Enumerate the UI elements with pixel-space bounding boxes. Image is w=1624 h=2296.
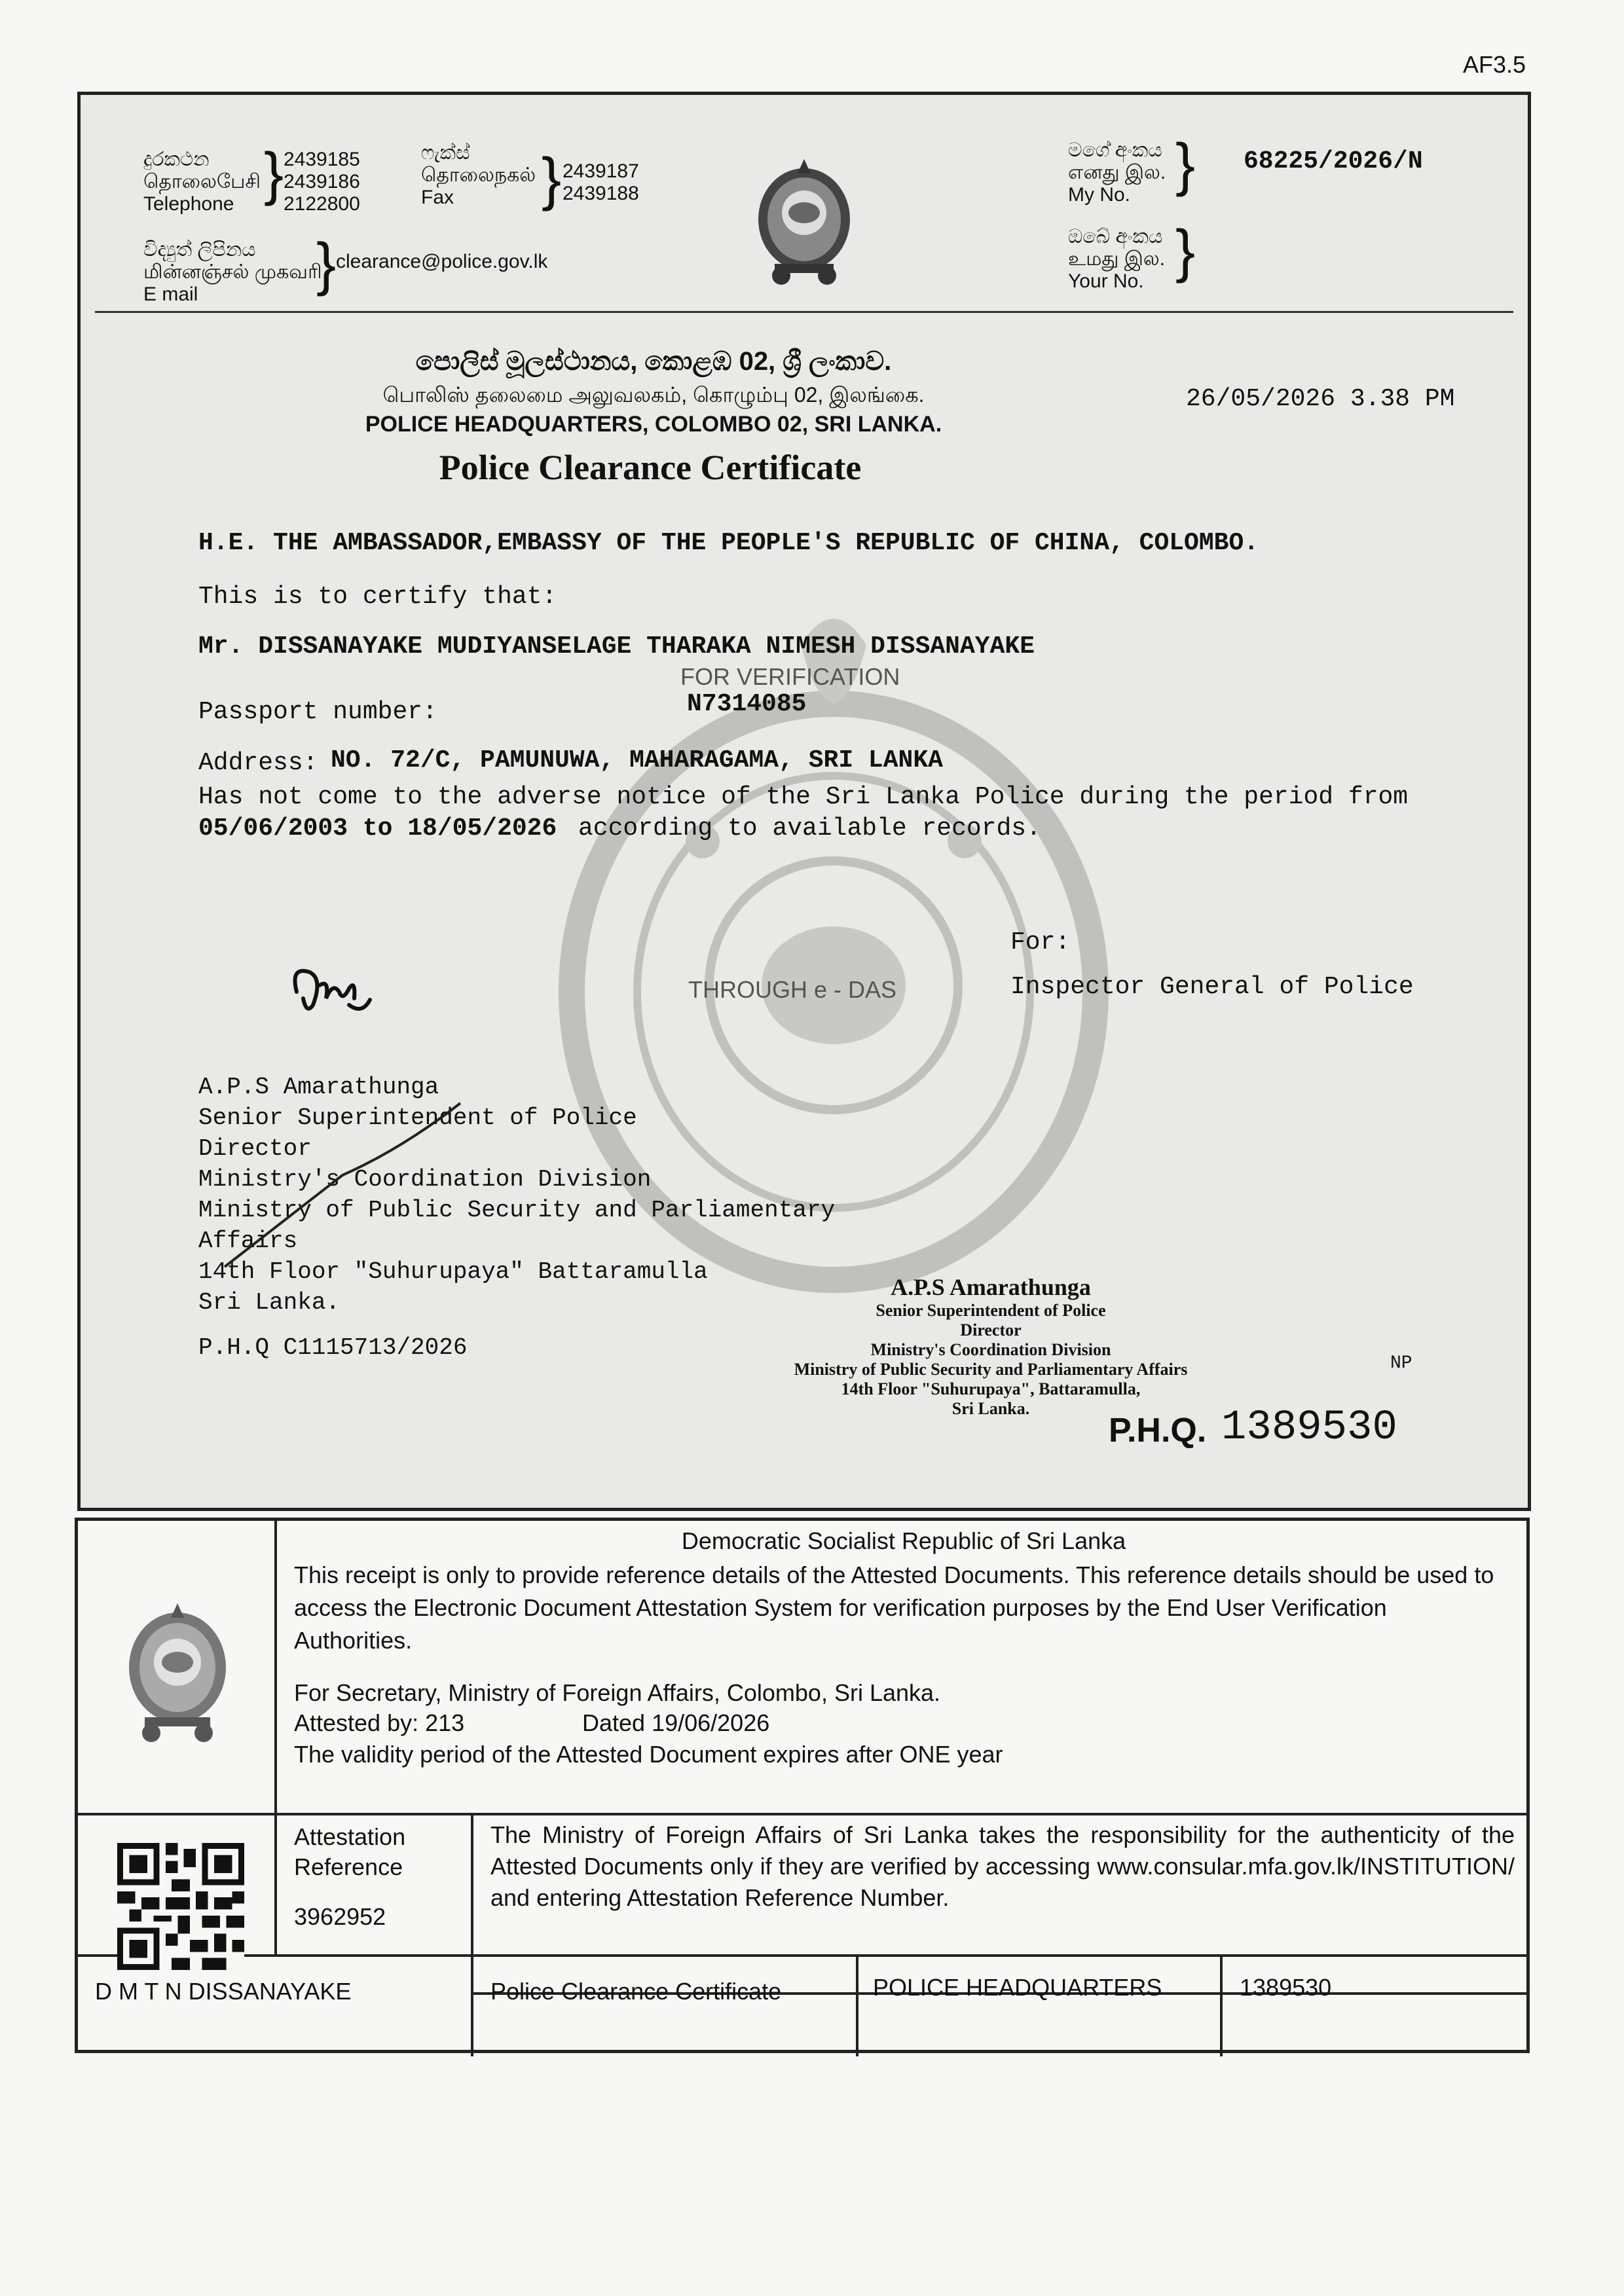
address-label: Address: <box>198 749 318 777</box>
issue-datetime: 26/05/2026 3.38 PM <box>1186 385 1455 413</box>
addressee: H.E. THE AMBASSADOR,EMBASSY OF THE PEOPLE'S REPUBLIC OF CHINA, COLOMBO. <box>198 529 1259 557</box>
table-divider <box>856 1954 858 2056</box>
certificate-title: Police Clearance Certificate <box>439 448 862 487</box>
stamp-line: Ministry of Public Security and Parliamentary Affairs <box>794 1360 1188 1379</box>
telephone-label-en: Telephone <box>143 193 234 215</box>
stamp-line: Director <box>960 1321 1022 1339</box>
fax-numbers <box>563 160 639 205</box>
fax-label-ta: தொலைநகல் <box>421 164 536 186</box>
country-name: Democratic Socialist Republic of Sri Lanka <box>681 1527 1126 1554</box>
signatory-line: Ministry's Coordination Division <box>198 1166 652 1193</box>
office-line-en: POLICE HEADQUARTERS, COLOMBO 02, SRI LANKA. <box>365 412 942 437</box>
fax-number: 2439187 <box>563 160 639 182</box>
fax-number: 2439188 <box>563 183 639 204</box>
stamp-line: 14th Floor "Suhurupaya", Battaramulla, <box>841 1379 1141 1398</box>
police-clearance-certificate <box>77 92 1531 1511</box>
fax-labels <box>421 142 536 209</box>
email-labels <box>143 239 322 306</box>
inspector-general: Inspector General of Police <box>1010 973 1414 1001</box>
footer-issuer: POLICE HEADQUARTERS <box>873 1974 1162 2001</box>
telephone-number: 2439186 <box>284 171 360 192</box>
signature-pen-stroke <box>172 1097 539 1319</box>
sri-lanka-emblem-icon <box>119 1589 236 1746</box>
brace: } <box>264 141 284 207</box>
my-no-label-en: My No. <box>1068 184 1131 206</box>
footer-holder-name: D M T N DISSANAYAKE <box>95 1978 352 2005</box>
notice-line-1: Has not come to the adverse notice of the Sri Lanka Police during the period from <box>198 783 1409 811</box>
document-code: AF3.5 <box>1462 51 1526 78</box>
footer-document-type: Police Clearance Certificate <box>490 1978 782 2005</box>
responsibility-statement: The Ministry of Foreign Affairs of Sri Lanka takes the responsibility for the authenticity of the Attested Documents only if they are verified by accessing www.consular.mfa.gov.lk/INSTITUTION/ and entering Attestation Reference Number. <box>490 1821 1515 1911</box>
email-address: clearance@police.gov.lk <box>336 251 548 272</box>
my-no-value: 68225/2026/N <box>1244 147 1423 175</box>
my-no-label-ta: எனது இல. <box>1068 162 1166 183</box>
footer-phq-number: 1389530 <box>1240 1974 1332 2001</box>
signatory-line: Director <box>198 1135 312 1162</box>
telephone-numbers <box>284 149 360 215</box>
stamp-name: A.P.S Amarathunga <box>891 1274 1091 1300</box>
attestation-receipt <box>75 1518 1530 2053</box>
signatory-line: 14th Floor "Suhurupaya" Battaramulla <box>198 1258 708 1285</box>
office-line-ta: பொலிஸ் தலைமை அலுவலகம், கொழும்பு 02, இலங்கை. <box>382 383 925 407</box>
attested-date: Dated 19/06/2026 <box>582 1709 770 1736</box>
header-divider <box>95 311 1513 313</box>
for-label: For: <box>1010 928 1071 957</box>
for-secretary: For Secretary, Ministry of Foreign Affairs, Colombo, Sri Lanka. <box>294 1679 941 1706</box>
telephone-number: 2122800 <box>284 193 360 215</box>
your-no-labels <box>1068 226 1165 293</box>
attestation-label-line: Attestation <box>294 1823 406 1850</box>
fax-label-si: ෆැක්ස් <box>421 142 470 164</box>
phq-number: 1389530 <box>1221 1404 1397 1451</box>
email-label-ta: மின்னஞ்சல் முகவரி <box>143 261 322 283</box>
applicant-name: Mr. DISSANAYAKE MUDIYANSELAGE THARAKA NIMESH DISSANAYAKE <box>198 632 1035 661</box>
table-divider <box>471 1813 473 2056</box>
handwritten-signature <box>284 953 375 1025</box>
brace: } <box>1175 219 1196 284</box>
brace: } <box>542 147 562 212</box>
address-value: NO. 72/C, PAMUNUWA, MAHARAGAMA, SRI LANKA <box>331 746 943 774</box>
my-no-label-si: මගේ අංකය <box>1068 139 1162 161</box>
my-no-labels <box>1068 139 1166 206</box>
official-stamp <box>788 1273 1194 1419</box>
signatory-line: Senior Superintendent of Police <box>198 1104 637 1131</box>
attestation-reference-number: 3962952 <box>294 1903 386 1930</box>
attested-by: Attested by: 213 <box>294 1709 465 1736</box>
signatory-line: Sri Lanka. <box>198 1289 341 1316</box>
np-mark: NP <box>1390 1353 1412 1374</box>
table-divider <box>78 1813 1526 1815</box>
qr-code[interactable] <box>117 1843 244 1970</box>
notice-dates: 05/06/2003 to 18/05/2026 <box>198 814 557 843</box>
certify-line: This is to certify that: <box>198 583 557 611</box>
attestation-label <box>294 1822 405 1882</box>
for-verification-stamp: FOR VERIFICATION <box>680 663 900 690</box>
signatory-line: Ministry of Public Security and Parliamentary <box>198 1197 836 1224</box>
signatory-line: Affairs <box>198 1228 298 1254</box>
passport-number: N7314085 <box>687 690 807 718</box>
fax-label-en: Fax <box>421 187 454 208</box>
receipt-paragraph: This receipt is only to provide reference details of the Attested Documents. This reference details should be used to access the Electronic Document Attestation System for verification purposes by the End User Verification Authorities. <box>294 1561 1494 1654</box>
your-no-label-en: Your No. <box>1068 270 1144 292</box>
your-no-label-si: ඔබේ අංකය <box>1068 226 1163 247</box>
validity-note: The validity period of the Attested Document expires after ONE year <box>294 1741 1003 1768</box>
table-divider <box>274 1521 277 1954</box>
telephone-label-ta: தொலைபேசி <box>143 171 261 192</box>
attestation-label-line: Reference <box>294 1853 403 1880</box>
email-label-en: E mail <box>143 283 198 305</box>
telephone-number: 2439185 <box>284 149 360 170</box>
email-label-si: විද්‍යුත් ලිපිනය <box>143 239 256 261</box>
phq-reference: P.H.Q C1115713/2026 <box>198 1334 468 1361</box>
telephone-labels <box>143 149 261 215</box>
your-no-label-ta: உமது இல. <box>1068 248 1166 270</box>
phq-label: P.H.Q. <box>1109 1412 1207 1449</box>
table-divider <box>78 1954 1526 1957</box>
brace: } <box>1175 132 1196 198</box>
stamp-line: Sri Lanka. <box>951 1399 1030 1418</box>
sri-lanka-emblem-icon <box>748 147 860 291</box>
passport-label: Passport number: <box>198 698 437 726</box>
stamp-line: Senior Superintendent of Police <box>876 1301 1106 1320</box>
table-divider <box>1220 1954 1223 2056</box>
office-line-si: පොලිස් මූලස්ථානය, කොළඹ 02, ශ්‍රී ලංකාව. <box>415 347 892 376</box>
telephone-label-si: දුරකථන <box>143 149 210 170</box>
signatory-name: A.P.S Amarathunga <box>198 1074 439 1101</box>
notice-line-2: according to available records. <box>578 814 1041 843</box>
brace: } <box>316 232 337 297</box>
stamp-line: Ministry's Coordination Division <box>870 1340 1111 1359</box>
through-edas-stamp: THROUGH e - DAS <box>688 976 897 1003</box>
